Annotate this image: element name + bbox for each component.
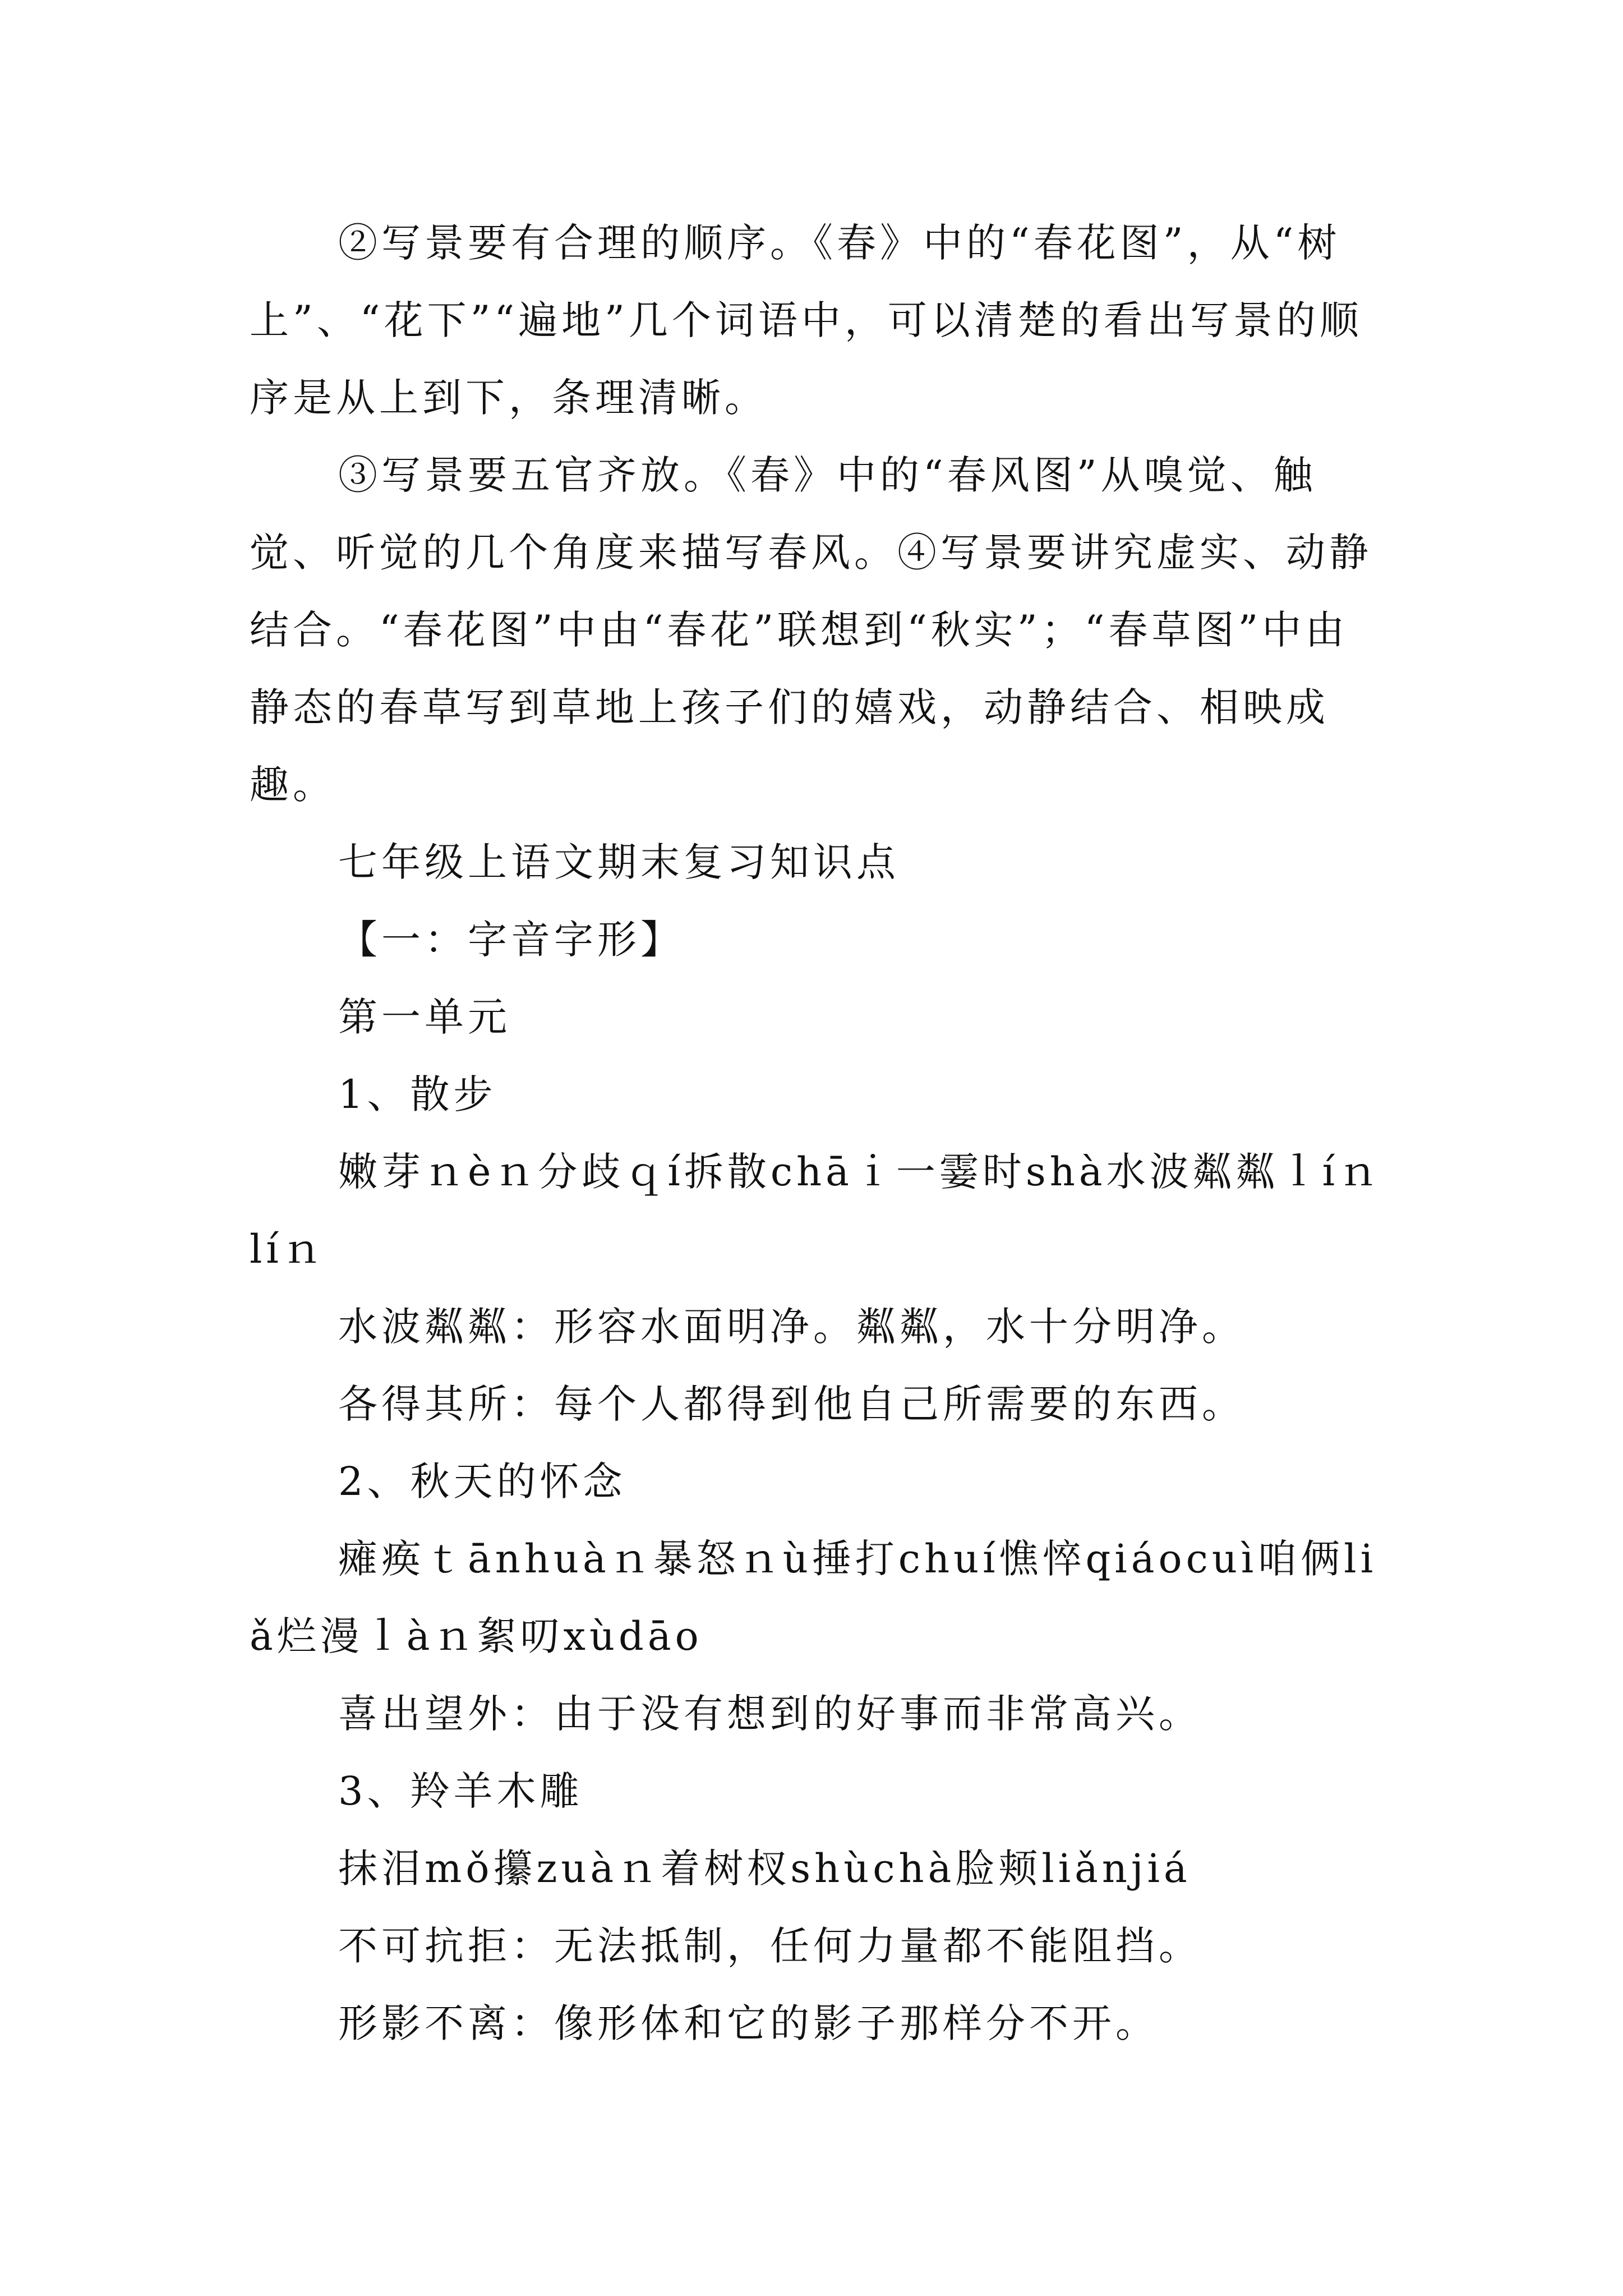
lesson-3-definition-1: 不可抗拒：无法抵制，任何力量都不能阻挡。 xyxy=(338,1923,1202,1969)
unit-one-heading: 第一单元 xyxy=(338,994,511,1040)
lesson-1-definition-1: 水波粼粼：形容水面明净。粼粼，水十分明净。 xyxy=(338,1304,1245,1350)
lesson-3-pinyin: 抹泪mǒ攥zuàｎ着树杈shùchà脸颊liǎnjiá xyxy=(338,1846,1191,1892)
lesson-1-title: 1、散步 xyxy=(338,1071,497,1117)
lesson-2-definition-1: 喜出望外：由于没有想到的好事而非常高兴。 xyxy=(338,1691,1202,1737)
lesson-3-definition-2: 形影不离：像形体和它的影子那样分不开。 xyxy=(338,2000,1159,2046)
paragraph-writing-order: ②写景要有合理的顺序。《春》中的“春花图”，从“树上”、“花下”“遍地”几个词语中，可以清楚的看出写景的顺序是从上到下，条理清晰。 xyxy=(250,220,1363,421)
lesson-2-title: 2、秋天的怀念 xyxy=(338,1458,626,1504)
lesson-3-title: 3、羚羊木雕 xyxy=(338,1768,583,1814)
section-title: 七年级上语文期末复习知识点 xyxy=(338,839,900,885)
heading-pronunciation-and-form: 【一：字音字形】 xyxy=(338,917,684,963)
lesson-2-pinyin: 瘫痪ｔānhuàｎ暴怒ｎù捶打chuí憔悴qiáocuì咱俩liǎ烂漫ｌàｎ絮叨xùdāo xyxy=(250,1536,1377,1659)
lesson-1-pinyin: 嫩芽ｎèｎ分歧ｑí拆散chāｉ一霎时shà水波粼粼ｌíｎlíｎ xyxy=(250,1149,1382,1272)
lesson-1-definition-2: 各得其所：每个人都得到他自己所需要的东西。 xyxy=(338,1381,1245,1427)
paragraph-five-senses: ③写景要五官齐放。《春》中的“春风图”从嗅觉、触觉、听觉的几个角度来描写春风。④写景要讲究虚实、动静结合。“春花图”中由“春花”联想到“秋实”；“春草图”中由静态的春草写到草地上孩子们的嬉戏，动静结合、相映成趣。 xyxy=(250,452,1372,808)
